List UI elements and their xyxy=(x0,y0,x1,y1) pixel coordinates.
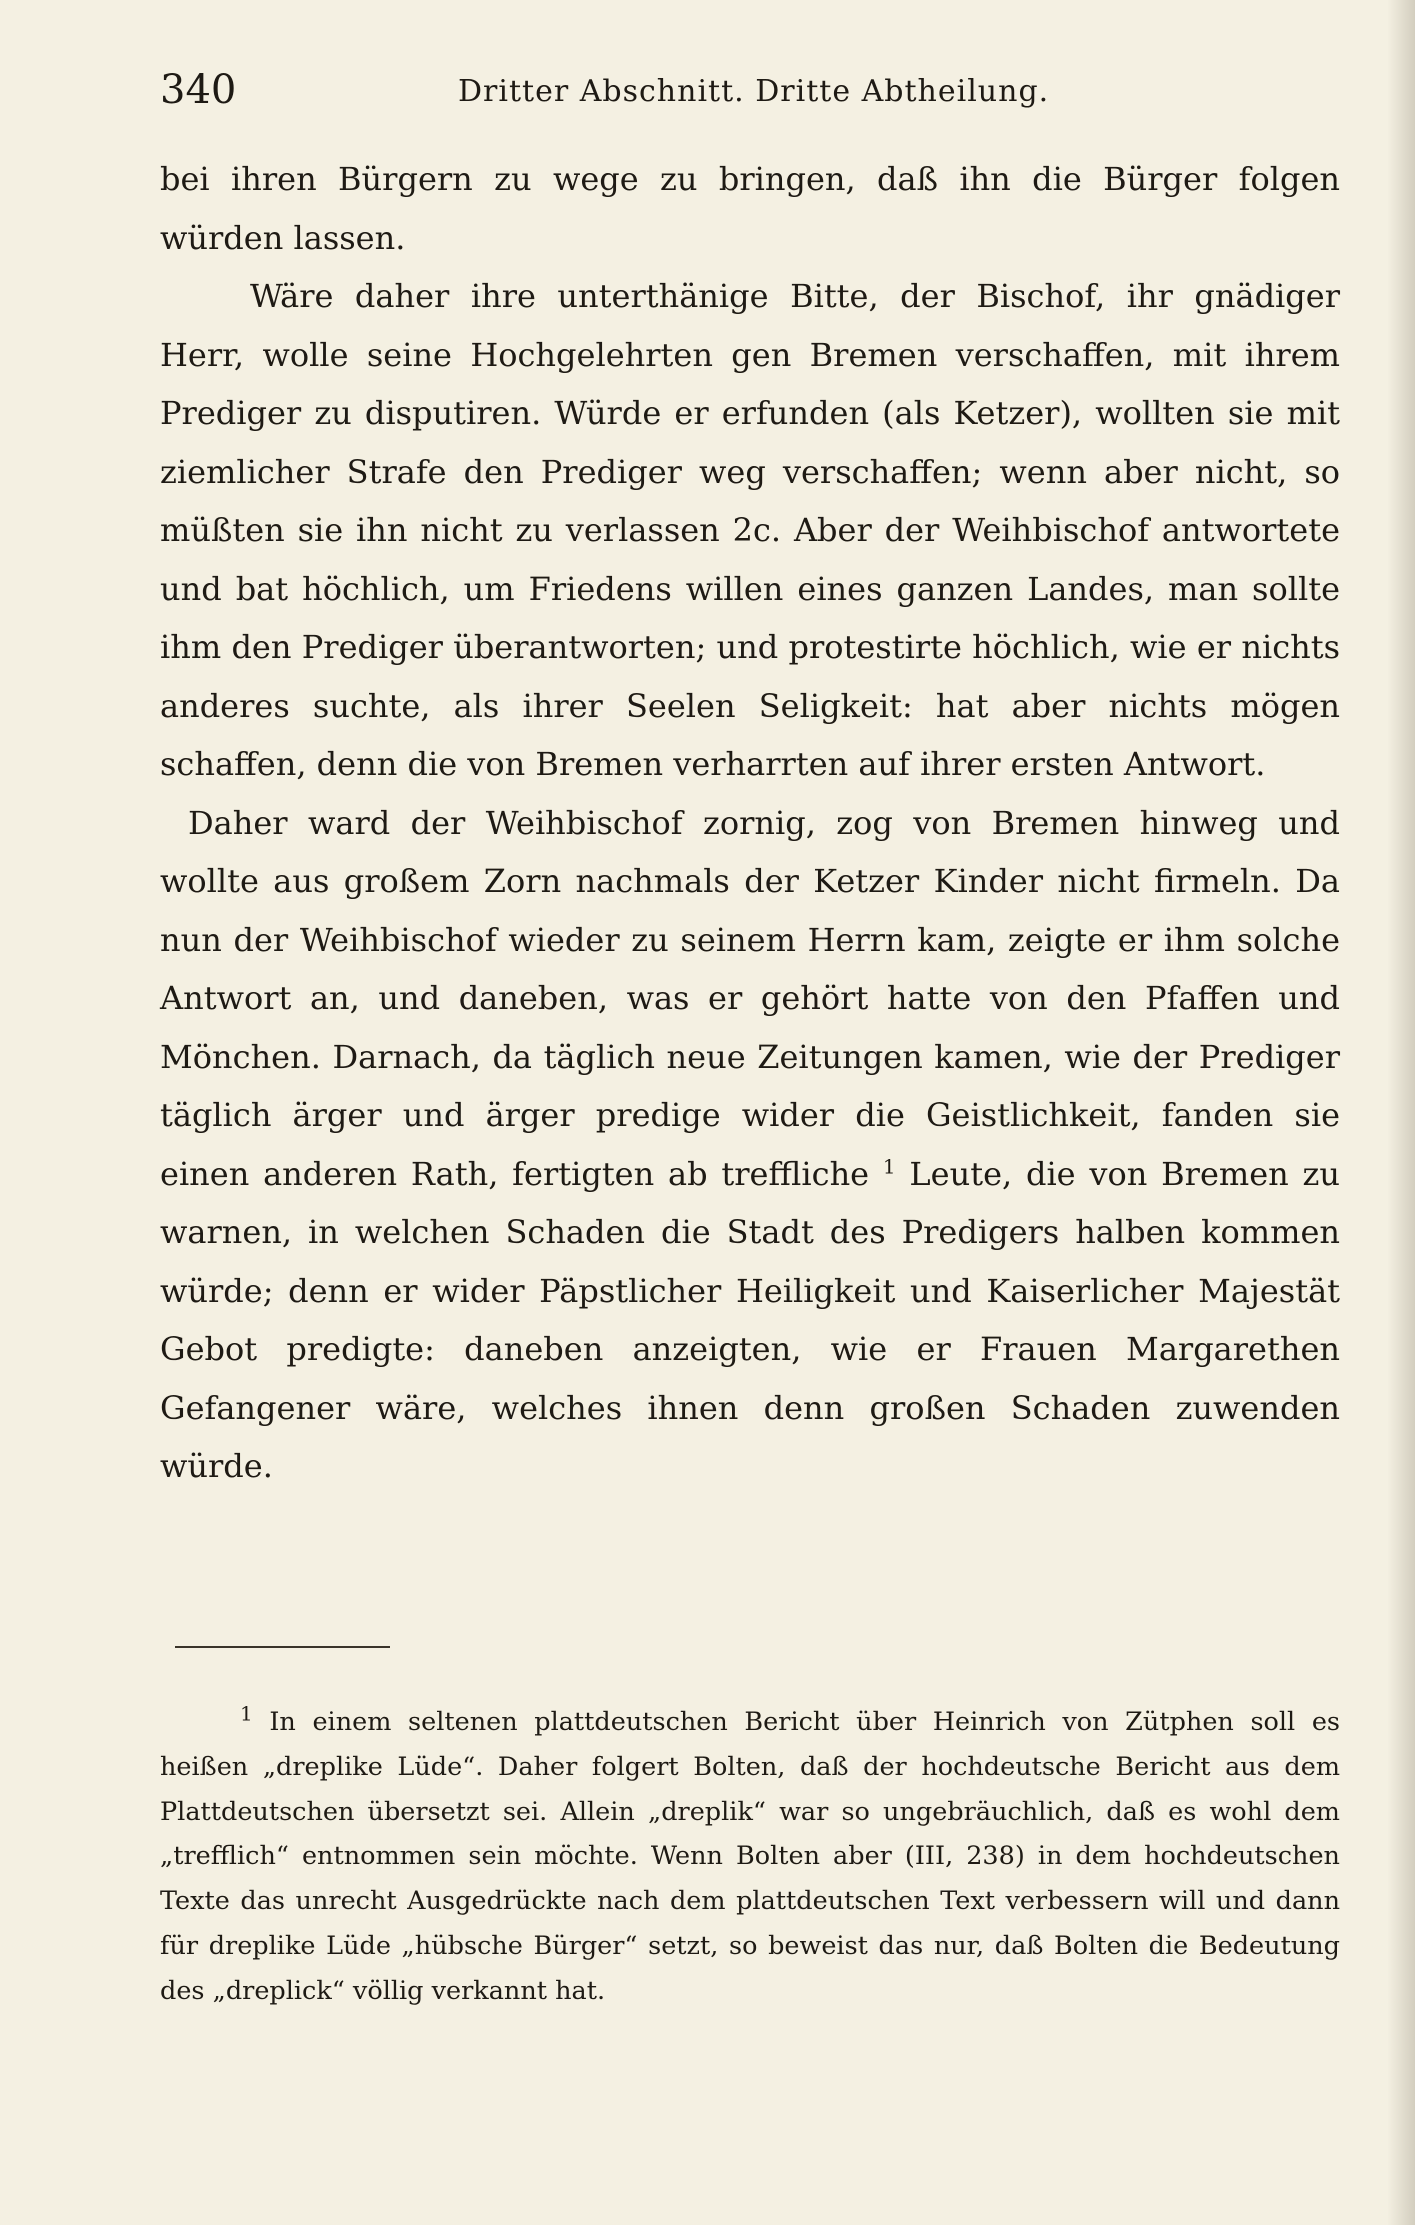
footnote-reference: 1 xyxy=(882,1153,896,1178)
paragraph-text: Leute, die von Bremen zu warnen, in welchen Schaden die Stadt des Predigers halben kommen würde; denn er wider Päpstlicher Heiligkeit und Kaiserlicher Majestät Gebot predigte: daneben anzeigten, wie er Frauen Margarethen Gefangener wäre, welches ihnen denn großen Schaden zuwenden würde. xyxy=(160,1154,1341,1485)
paragraph: Wäre daher ihre unterthänige Bitte, der Bischof, ihr gnädiger Herr, wolle seine Hochgelehrten gen Bremen verschaffen, mit ihrem Prediger zu disputiren. Würde er erfunden (als Ketzer), wollten sie mit ziemlicher Strafe den Prediger weg verschaffen; wenn aber nicht, so müßten sie ihn nicht zu verlassen 2c. Aber der Weihbischof antwortete und bat höchlich, um Friedens willen eines ganzen Landes, man sollte ihm den Prediger überantworten; und protestirte höchlich, wie er nichts anderes suchte, als ihrer Seelen Seligkeit: hat aber nichts mögen schaffen, denn die von Bremen verharrten auf ihrer ersten Antwort. xyxy=(160,277,1340,783)
paragraph: bei ihren Bürgern zu wege zu bringen, daß ihn die Bürger folgen würden lassen. xyxy=(160,160,1340,257)
page-header xyxy=(160,62,1360,118)
paragraph xyxy=(160,794,1340,1496)
page-edge-shadow xyxy=(1387,0,1415,2225)
paragraph-text: Daher ward der Weihbischof zornig, zog von Bremen hinweg und wollte aus großem Zorn nachmals der Ketzer Kinder nicht firmeln. Da nun der Weihbischof wieder zu seinem Herrn kam, zeigte er ihm solche Antwort an, und daneben, was er gehört hatte von den Pfaffen und Mönchen. Darnach, da täglich neue Zeitungen kamen, wie der Prediger täglich ärger und ärger predige wider die Geistlichkeit, fanden sie einen anderen Rath, fertigten ab treffliche xyxy=(160,803,1340,1193)
footnote-text: In einem seltenen plattdeutschen Bericht über Heinrich von Zütphen soll es heißen „dreplike Lüde“. Daher folgert Bolten, daß der hochdeutsche Bericht aus dem Plattdeutschen übersetzt sei. Allein „dreplik“ war so ungebräuchlich, daß es wohl dem „trefflich“ entnommen sein möchte. Wenn Bolten aber (III, 238) in dem hochdeutschen Texte das unrecht Ausgedrückte nach dem plattdeutschen Text verbessern will und dann für dreplike Lüde „hübsche Bürger“ setzt, so beweist das nur, daß Bolten die Bedeutung des „dreplick“ völlig verkannt hat. xyxy=(160,1707,1340,2006)
main-text xyxy=(160,150,1340,1496)
page-number: 340 xyxy=(160,67,237,113)
footnote xyxy=(160,1700,1340,2014)
footnote-marker: 1 xyxy=(240,1701,253,1726)
running-head: Dritter Abschnitt. Dritte Abtheilung. xyxy=(458,74,1050,109)
footnote-divider xyxy=(175,1646,390,1648)
